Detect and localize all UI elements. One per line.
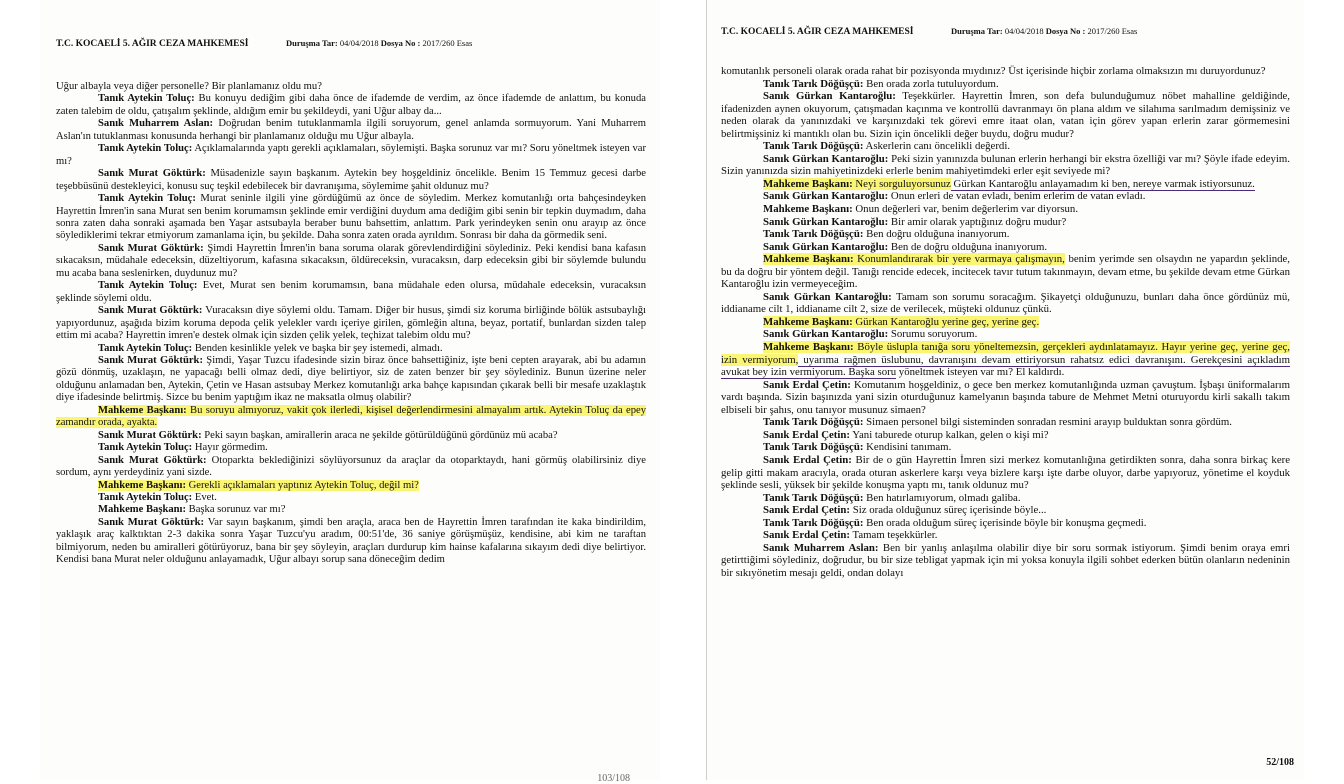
transcript-paragraph [721,328,1290,341]
speaker-name: Sanık Murat Göktürk: [98,454,207,466]
speaker-name: Sanık Erdal Çetin: [763,428,850,441]
speaker-name: Tanık Aytekin Toluç: [98,93,195,105]
hearing-meta: Duruşma Tar: 04/04/2018 Dosya No : 2017/260 Esas [951,26,1138,36]
speaker-name: Tanık Tarık Döğüşçü: [763,441,864,454]
transcript-paragraph [721,178,1290,191]
speaker-name: Mahkeme Başkanı: [98,479,186,491]
speaker-name: Sanık Erdal Çetin: [763,378,851,391]
transcript-paragraph [56,280,646,305]
transcript-paragraph [56,168,646,193]
speaker-name: Mahkeme Başkanı: [98,404,187,416]
transcript-paragraph [721,78,1290,91]
speech-text: Vuracaksın diye söylemi oldu. Tamam. Diğer bir husus, şimdi siz koruma birliğinde bölük astsubaylığı yapıyordunuz, aşağıda bizim koruma depoda çelik yelekler vardı içeriye girilen, gömleğin altına, beyaz, portatif, bunlardan sizden talep ettim mi acaba? Hayrettin imren'e destek olmak için sizden çelik yelek, teçhizat talebim oldu mu? [56,305,646,342]
speaker-name: Tanık Tarık Döğüşçü: [763,516,864,529]
transcript-paragraph [721,241,1290,254]
speech-text: Bu konuyu dediğim gibi daha önce de ifademde de verdim, az önce ifademde de anlattım, bu konuda zaten talebim de oldu, çatışalım şeklinde, aldığım emir bu şekildeydi, yani Uğur albay da... [56,93,646,117]
speech-text: Tamam son sorumu soracağım. Şikayetçi olduğunuzu, bunları daha önce gördünüz mü, iddianame cilt 1, iddianame cilt 2, size de verilecek, müşteki oldunuz çünkü. [721,290,1290,316]
page-header [721,26,1290,37]
speech-text: benim yerimde sen olsaydın ne yapardın şeklinde, bu da doğru bir yöntem değil. Tanığı rencide edecek, incitecek tavır tutum takınmayın, devam etme, bu şekilde devam etme Gürkan Kantaroğlu izin vermeyeceğim. [721,253,1290,291]
speech-text: Hayır görmedim. [192,442,268,454]
highlighted-text: Böyle üslupla tanığa soru yöneltemezsin, gerçekleri aydınlatamayız. Hayır yerine geç, yerine geç, izin vermiyorum, [721,341,1290,366]
transcript-paragraph [56,81,646,93]
speech-text: Ben de doğru olduğuna inanıyorum. [888,240,1048,253]
speech-text: Uğur albayla veya diğer personelle? Bir planlamanız oldu mu? [56,81,322,92]
transcript-paragraph [56,480,646,492]
transcript-paragraph [721,216,1290,229]
transcript-paragraph [56,343,646,355]
speaker-name: Sanık Gürkan Kantaroğlu: [763,328,889,341]
speech-text: Şimdi, Yaşar Tuzcu ifadesinde sizin biraz önce bahsettiğiniz, işte beni cepten arayarak, abi bu adamın gözü dönmüş, uzaklaşın, ne yapacağı belli olmaz dedi, diye belirtiyor, siz de zaten benzer bir şey söylediniz. Bunun üzerine neler olduğunu anlamadan ben, Aytekin, Çetin ve Hasan astsubay Merkez komutanlığı arka bahçe kapısından çıkarak belli bir mesafe uzaklaştık diye ifadesinde belirtmiş. Sizce bu benim yaptığım ikaz ne maksatla olmuş olabilir? [56,354,646,404]
transcript-paragraph [56,93,646,118]
speaker-name: Sanık Gürkan Kantaroğlu: [763,290,892,303]
speech-text: Bir de o gün Hayrettin İmren sizi merkez komutanlığına getirdikten sonra, daha sonra birkaç kere gelip gitti makam aracıyla, orada oturan askerlere karşı veya bizlere karşı işte darbe oluyor, darbe yapıyoruz, yönetime el koyduk şeklinde sesli, yüksek bir şekilde konuşma yaptı mı, tanık oldunuz mu? [721,453,1290,492]
speaker-name: Sanık Murat Göktürk: [98,429,202,441]
speaker-name: Mahkeme Başkanı: [763,315,853,328]
transcript-paragraph [721,190,1290,203]
speech-text: Ben orada olduğum süreç içerisinde böyle bir konuşma geçmedi. [863,516,1147,529]
speech-text: Benden kesinlikle yelek ve başka bir şey istemedi, almadı. [192,342,443,354]
highlighted-text: Bu soruyu almıyoruz, vakit çok ilerledi, kişisel değerlendirmesini almayalım artık. Aytekin Toluç da epey zamandır orada, ayakta. [56,404,646,429]
speech-text: Şimdi Hayrettin İmren'in bana soruma olarak görevlendirdiğini söylediniz. Peki kendisi bana kafasın sıkacaksın, müdahale edeceksin, düzeltiyorum, kafasına sıkacaksın, öldüreceksin, vuracaksın, darp edeceksin gibi bir söylemde bulundu mu acaba bana seslenirken, duydunuz mu? [56,242,647,279]
speaker-name: Sanık Gürkan Kantaroğlu: [763,240,889,253]
transcript-paragraph [56,442,646,454]
speech-text: Simaen personel bilgi sisteminden sonradan resmini arayıp bulduktan sonra gördüm. [863,416,1232,429]
speech-text: Ben doğru olduğuna inanıyorum. [863,228,1010,241]
page-number: 52/108 [1266,757,1294,768]
transcript-paragraph [721,529,1290,542]
transcript-paragraph [721,203,1290,216]
speech-text: komutanlık personeli olarak orada rahat bir pozisyonda mıydınız? Üst içerisinde hiçbir zorlama olmaksızın mı duruyordunuz? [721,65,1266,77]
speaker-name: Tanık Aytekin Toluç: [98,442,193,454]
transcript-paragraph [721,140,1290,153]
speaker-name: Sanık Murat Göktürk: [98,516,205,528]
speaker-name: Sanık Gürkan Kantaroğlu: [763,90,896,103]
speaker-name: Sanık Murat Göktürk: [98,305,203,317]
speech-text: Ben bir yanlış anlaşılma olabilir diye bir soru sormak istiyorum. Şimdi benim oraya emri getirttiğimi söylediniz, doğrudur, bu bir size tebligat yapmak için mi yoksa konuyla ilgili sohbet ederken bütün olanların nedeninin bir sıkıyönetim mesajı geldi, ondan dolayı [721,541,1290,579]
speech-text: Peki sizin yanınızda bulunan erlerin herhangi bir ekstra özelliği var mı? Şöyle ifade edeyim. Sizin yanınızda sizin mahiyetinizdeki erlerle benim mahiyetimdeki erler eşit seviyede mi? [721,152,1291,178]
speaker-name: Sanık Murat Göktürk: [98,242,204,254]
speech-text: Evet, Murat sen benim korumamsın, bana müdahale eden olursa, müdahale edeceksin, vuracaksın şeklinde söylemi oldu. [56,280,646,304]
speaker-name: Tanık Aytekin Toluç: [98,280,198,292]
speaker-name: Sanık Erdal Çetin: [763,529,850,542]
speaker-name: Sanık Muharrem Aslan: [98,118,214,130]
speaker-name: Tanık Tarık Döğüşçü: [763,491,864,504]
transcript-body [56,81,646,567]
transcript-paragraph [721,316,1290,329]
speech-text: Tamam teşekkürler. [850,529,938,542]
transcript-paragraph [721,379,1290,417]
speech-text: Askerlerin canı öncelikli değerdi. [863,140,1011,153]
speech-text: Bir amir olarak yaptığınız doğru mudur? [888,215,1067,228]
speech-text: Ben orada zorla tutuluyordum. [863,77,999,90]
speech-text: Başka sorunuz var mı? [186,504,286,516]
speech-text: Doğrudan benim tutuklanmamla ilgili soruyorum, genel anlamda sormuyorum. Yani Muharrem Aslan'ın tutuklanması konusunda herhangi bir planlamanız olduğu mu Uğur albayla. [56,118,646,142]
transcript-paragraph [721,228,1290,241]
transcript-paragraph [56,405,646,430]
speaker-name: Sanık Erdal Çetin: [763,504,850,517]
speaker-name: Mahkeme Başkanı: [763,177,853,190]
transcript-paragraph [721,441,1290,454]
transcript-paragraph [56,355,646,405]
highlighted-text: Gürkan Kantaroğlu yerine geç, yerine geç. [852,315,1040,328]
transcript-paragraph [721,416,1290,429]
transcript-paragraph [721,517,1290,530]
transcript-paragraph [721,253,1290,291]
document-page-right [706,0,1304,780]
highlighted-text: Gerekli açıklamaları yaptınız Aytekin Toluç, değil mi? [186,479,419,491]
speech-text: Gürkan Kantaroğlu anlayamadım ki ben, nereye varmak istiyorsunuz. [950,177,1255,190]
speech-text: Kendisini tanımam. [863,441,952,454]
transcript-paragraph [721,454,1290,492]
transcript-paragraph [721,492,1290,505]
highlighted-text: Neyi sorguluyorsunuz [852,177,951,190]
speaker-name: Tanık Tarık Döğüşçü: [763,228,864,241]
speaker-name: Tanık Aytekin Toluç: [98,342,193,354]
speaker-name: Tanık Aytekin Toluç: [98,491,193,503]
speaker-name: Tanık Aytekin Toluç: [98,143,193,155]
speaker-name: Mahkeme Başkanı: [763,203,853,216]
document-page-left [40,0,660,784]
speech-text: Siz orada olduğunuz süreç içerisinde böyle... [850,504,1047,517]
speech-text: Murat seninle ilgili yine gördüğümü az önce de söyledim. Merkez komutanlığı orta bahçesindeyken Hayrettin İmren'in sana Murat sen benim korumamsın şeklinde emir verdiğini duydum ama dediğim gibi senin bir tepkin duymadım, daha sonra zaten daha sonraki aşamada ben Yaşar astsubayla beraber bunu bahsettim, anlattım. Park yerindeyken senin onu arayıp az önce söylediklerimi tekrar etmiyorum zamanlama için, bu şekilde. Daha sonra zaten orada ayrıldım. Sonrası bir daha da görmedik seni. [56,193,646,242]
transcript-paragraph [56,305,646,342]
transcript-paragraph [56,517,646,567]
speech-text: Yani taburede oturup kalkan, gelen o kişi mi? [850,428,1049,441]
transcript-paragraph [721,542,1290,580]
speech-text: yöneltmek isteyen var mı? El kaldırdı. [896,366,1065,379]
speech-text: uyarıma rağmen üslubunu, davranışını devam ettiriyorsun rahatsız edici davranışını. Gerekçesini açıkladım avukat bey izin vermiyorum. Başka soru [721,353,1291,379]
speaker-name: Mahkeme Başkanı: [763,341,854,354]
speaker-name: Sanık Erdal Çetin: [763,453,852,466]
speech-text: Var sayın başkanım, şimdi ben araçla, araca ben de Hayrettin İmren tarafından ite kaka bindirildim, yaklaşık araç kalktıktan 2-3 dakika sonra Yaşar Tuzcu'yu aradım, 00:51'de, 36 saniye görüşmüşüz, kendisine, abi kim ne taraftan bilmiyorum, neden bu amiralleri götürüyoruz, bana bir şey söyleyin, araçları durdurup kim hainse kafalarına sıkayım dedi diye belirtiyor. Kendisi bana Murat neler olduğunu anlayamadık, Uğur albayı sorup sana döneceğim dedim [56,516,646,566]
transcript-paragraph [721,90,1290,140]
speech-text: Evet. [192,491,217,503]
transcript-paragraph [56,492,646,504]
speaker-name: Mahkeme Başkanı: [98,504,186,516]
speech-text: Komutanım hoşgeldiniz, o gece ben merkez komutanlığında uzman çavuştum. İşbaşı üniformalarım vardı başında. Sizin başınızda yani sizin oturduğunuz kamelyanın başında tabure de Mehmet Metni oturuyordu kirli sakallı takım elbiseli bir şahıs, onu tanıyor musunuz simaen? [721,378,1290,416]
transcript-paragraph [56,455,646,480]
speech-text: Müsadenizle sayın başkanım. Aytekin bey hoşgeldiniz öncelikle. Benim 15 Temmuz gecesi darbe teşebbüsünü destekleyici, konusu suç teşkil edebilecek bir davranışıma, söylemime şahit oldunuz mu? [56,168,646,192]
transcript-paragraph [56,504,646,516]
transcript-paragraph [56,193,646,243]
highlighted-text: Konumlandırarak bir yere varmaya çalışmayın, [853,253,1065,266]
speech-text: Onun değerleri var, benim değerlerim var diyorsun. [852,203,1079,216]
speaker-name: Sanık Gürkan Kantaroğlu: [763,152,889,165]
transcript-paragraph [56,430,646,442]
transcript-paragraph [56,243,646,280]
speech-text: Peki sayın başkan, amirallerin araca ne şekilde götürüldüğünü gördünüz mü acaba? [201,429,558,441]
speech-text: Açıklamalarında yaptı gerekli açıklamaları, söylemişti. Başka sorunuz var mı? Soru yöneltmek isteyen var mı? [56,143,646,167]
speaker-name: Sanık Gürkan Kantaroğlu: [763,215,889,228]
speech-text: Sorumu soruyorum. [888,328,978,341]
transcript-paragraph [56,143,646,168]
court-name: T.C. KOCAELİ 5. AĞIR CEZA MAHKEMESİ [56,39,249,49]
transcript-paragraph [721,291,1290,316]
speaker-name: Sanık Murat Göktürk: [98,168,206,180]
transcript-paragraph [721,341,1290,379]
transcript-paragraph [721,504,1290,517]
speech-text: Otoparkta beklediğinizi söylüyorsunuz da araçlar da otoparktaydı, hani görmüş olabilirsiniz diye sordum, aynı yerdeydiniz yani sizde. [56,454,646,479]
speaker-name: Sanık Muharrem Aslan: [763,541,879,554]
speech-text: Ben hatırlamıyorum, olmadı galiba. [863,491,1021,504]
court-name: T.C. KOCAELİ 5. AĞIR CEZA MAHKEMESİ [721,27,914,37]
speaker-name: Tanık Tarık Döğüşçü: [763,416,864,429]
speaker-name: Tanık Tarık Döğüşçü: [763,77,864,90]
speech-text: Teşekkürler. Hayrettin İmren, son defa bulunduğumuz nöbet mahalline geldiğinde, ifadenizden aynen okuyorum, çatışmadan kaçınma ve kontrollü davranmayı ön plana aldım ve silahıma sarılmadım demişsiniz ve neden olarak da yanınızdaki ve karşınızdaki tek görevi emre itaat olan, vatan için görev yapan erlerin zarar görmemesini belirtmişsiniz ki mantıklı olan bu. Sizin için öncelikli değer buydu, doğru mudur? [721,90,1290,140]
transcript-paragraph [721,429,1290,442]
hearing-meta: Duruşma Tar: 04/04/2018 Dosya No : 2017/260 Esas [286,38,473,48]
speaker-name: Sanık Gürkan Kantaroğlu: [763,190,889,203]
transcript-paragraph [721,153,1290,178]
page-number: 103/108 [597,773,630,784]
speaker-name: Sanık Murat Göktürk: [98,354,203,366]
speaker-name: Mahkeme Başkanı: [763,253,854,266]
speaker-name: Tanık Tarık Döğüşçü: [763,140,864,153]
transcript-paragraph [721,65,1290,78]
page-header [56,38,646,49]
speech-text: Onun erleri de vatan evladı, benim erlerim de vatan evladı. [888,190,1146,203]
transcript-body [721,65,1290,579]
speaker-name: Tanık Aytekin Toluç: [98,193,196,205]
transcript-paragraph [56,118,646,143]
